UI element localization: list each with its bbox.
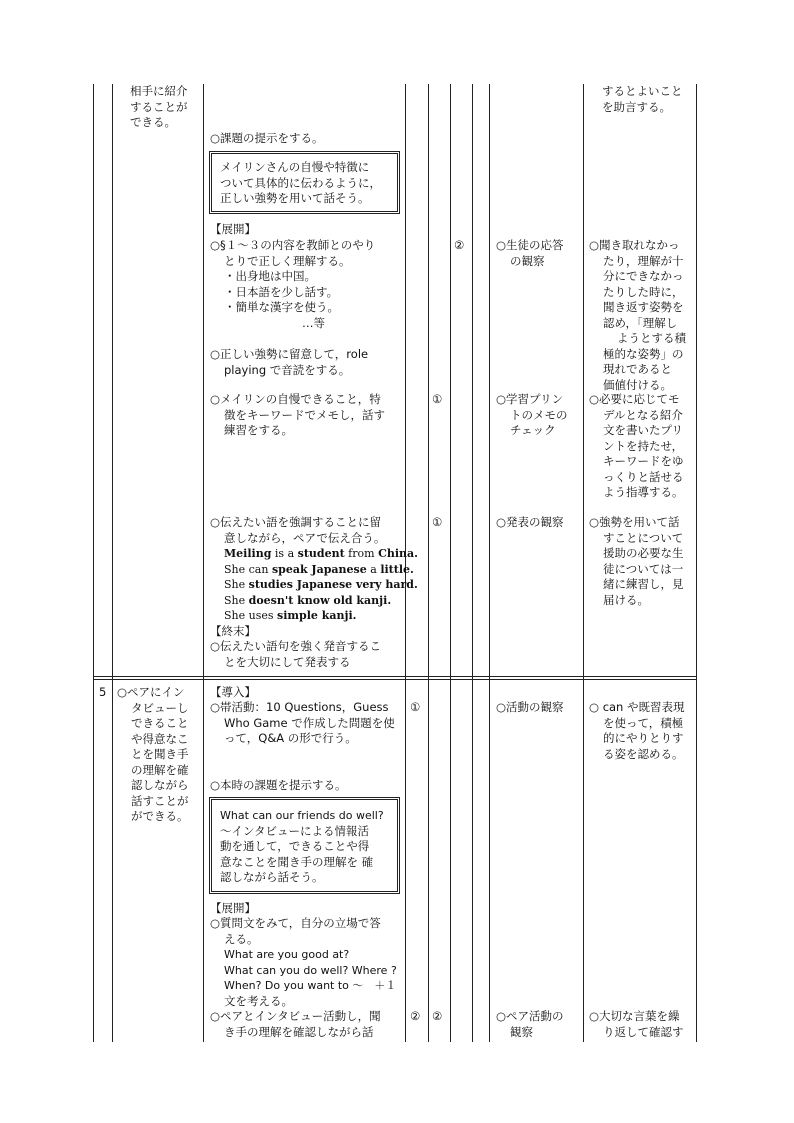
row4-activity4: ○伝えたい語を強調することに留 意しながら，ペアで伝え合う。 bbox=[210, 515, 386, 545]
row4-eval2-mark: ① bbox=[432, 392, 443, 406]
row4-section-shumatsu: 【終末】 bbox=[210, 624, 256, 638]
row4-eval1-method: ○生徒の応答 の観察 bbox=[496, 238, 564, 268]
goal-line: できる。 bbox=[130, 115, 176, 129]
row5-eval1-support: ○ can や既習表現 を使って，積極 的にやりとりす る姿を認める。 bbox=[589, 700, 685, 761]
row5-eval2-method: ○ペア活動の 観察 bbox=[496, 1009, 564, 1039]
english-sentence: She doesn't know old kanji. bbox=[224, 593, 392, 607]
row-separator-double bbox=[93, 679, 697, 680]
row4-task-line: ○課題の提示をする。 bbox=[210, 131, 324, 145]
row-separator bbox=[93, 676, 697, 677]
row4-activity1 bbox=[210, 238, 375, 331]
english-sentence: She uses simple kanji. bbox=[224, 609, 357, 622]
row4-advice-top bbox=[602, 84, 683, 115]
column-divider-method bbox=[583, 84, 584, 1042]
english-sentence: She studies Japanese very hard. bbox=[224, 578, 418, 591]
task-box-line: 正しい強勢を用いて話そう。 bbox=[220, 191, 370, 205]
row4-activity5: ○伝えたい語句を強く発音するこ とを大切にして発表する bbox=[210, 639, 382, 669]
row5-activity1: ○帯活動：10 Questions，Guess Who Game で作成した問題を使 って，Q&A の形で行う。 bbox=[210, 700, 395, 745]
column-divider-eval4 bbox=[489, 84, 490, 1042]
row4-eval1-support: ○聞き取れなかっ たり，理解が十 分にできなかっ たりした時に， 聞き返す姿勢を 認め，「理解し ようとする積 極的な姿勢」の 現れであると 価値付ける。 bbox=[589, 238, 686, 392]
row5-eval2-support: ○大切な言葉を繰 り返して確認す bbox=[589, 1009, 684, 1039]
advice-line: を助言する。 bbox=[602, 99, 671, 114]
row4-eval2-support: ○必要に応じてモ デルとなる紹介 文を書いたプリ ントを持たせ， キーワードをゆ っくりと話せる よう指導する。 bbox=[589, 392, 684, 499]
task-box-line: 動を通して，できることや得 bbox=[220, 839, 370, 853]
english-sentence: She can speak Japanese a little. bbox=[224, 562, 414, 576]
column-divider-goal bbox=[203, 84, 204, 1042]
goal-line: することが bbox=[130, 99, 188, 114]
activity-line: ・日本語を少し話す。 bbox=[224, 284, 339, 299]
row5-task-box bbox=[209, 797, 400, 894]
task-box-line: ついて具体的に伝わるように， bbox=[220, 175, 381, 190]
row5-activity3: ○ペアとインタビュー活動し，聞 き手の理解を確認しながら話 bbox=[210, 1009, 381, 1039]
task-box-line: メイリンさんの自慢や特徴に bbox=[220, 160, 370, 174]
table-border-right bbox=[696, 84, 697, 1042]
column-divider-eval3 bbox=[472, 84, 473, 1042]
row4-eval1-mark: ② bbox=[454, 238, 465, 252]
row5-eval2-mark-a: ② bbox=[410, 1009, 421, 1023]
advice-line: するとよいこと bbox=[602, 84, 683, 98]
table-border-left bbox=[93, 84, 94, 1042]
task-box-line: 認しながら話そう。 bbox=[220, 870, 324, 884]
row5-activity2: ○質問文をみて，自分の立場で答 える。 What are you good at? What can you do well? Where ? When? Do you want to ～ ＋１ 文を考える。 bbox=[210, 916, 397, 1008]
row4-activity2: ○正しい強勢に留意して，role playing で音読をする。 bbox=[210, 347, 369, 377]
activity-line: ・簡単な漢字を使う。 bbox=[224, 300, 339, 314]
row5-eval1-method: ○活動の観察 bbox=[496, 700, 564, 714]
row4-task-box bbox=[209, 151, 400, 214]
row4-eval3-method: ○発表の観察 bbox=[496, 515, 564, 529]
english-sentence: Meiling is a student from China. bbox=[224, 547, 418, 560]
goal-line: 相手に紹介 bbox=[130, 84, 188, 98]
column-divider-number bbox=[112, 84, 113, 1042]
task-box-line: 意なことを聞き手の理解を 確 bbox=[220, 854, 374, 869]
row5-task-line: ○本時の課題を提示する。 bbox=[210, 778, 347, 792]
row5-goal: ○ペアにイン タビューし できること や得意なこ とを聞き手 の理解を確 認しながら 話すことが ができる。 bbox=[117, 685, 189, 823]
row5-section-tenkai: 【展開】 bbox=[210, 901, 256, 915]
row4-eval2-method: ○学習プリン トのメモの チェック bbox=[496, 392, 568, 437]
column-divider-eval1 bbox=[428, 84, 429, 1042]
row4-english-sentences bbox=[224, 546, 418, 624]
row4-eval3-mark: ① bbox=[432, 515, 443, 529]
row4-goal bbox=[130, 84, 188, 131]
activity-line: ○§１～３の内容を教師とのやり bbox=[210, 238, 376, 252]
row4-activity3: ○メイリンの自慢できること，特 徴をキーワードでメモし，話す 練習をする。 bbox=[210, 392, 385, 437]
task-box-line: ～インタビューによる情報活 bbox=[220, 823, 370, 838]
row5-number: 5 bbox=[99, 685, 107, 699]
task-box-line: What can our friends do well? bbox=[220, 809, 384, 822]
row4-section-tenkai: 【展開】 bbox=[210, 222, 256, 236]
activity-line: …等 bbox=[302, 315, 325, 330]
row5-section-dounyu: 【導入】 bbox=[210, 685, 256, 699]
activity-line: とりで正しく理解する。 bbox=[224, 253, 351, 268]
row4-eval3-support: ○強勢を用いて話 すことについて 援助の必要な生 徒については一 緒に練習し，見 届ける。 bbox=[589, 515, 684, 607]
activity-line: ・出身地は中国。 bbox=[224, 269, 316, 283]
column-divider-eval2 bbox=[450, 84, 451, 1042]
row5-eval1-mark: ① bbox=[410, 700, 421, 714]
row5-eval2-mark-b: ② bbox=[432, 1009, 443, 1023]
